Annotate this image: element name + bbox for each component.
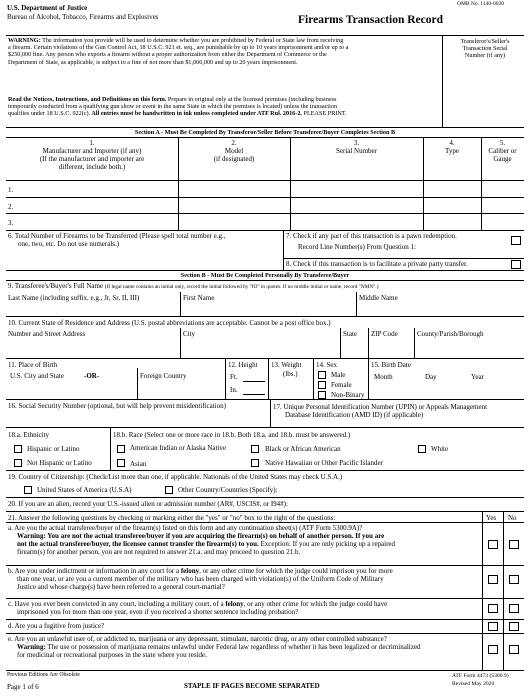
q21e-warning: for medicinal or recreational purposes in the state where you reside. <box>17 651 207 659</box>
race-aian-checkbox[interactable] <box>117 445 125 453</box>
q21e-no-checkbox[interactable] <box>509 645 519 654</box>
col-number: 1. <box>89 139 95 147</box>
q21a-text: a. Are you the actual transferee/buyer of the firearm(s) listed on this form and any continuation sheet(s) (ATF Form 5300.9A)? <box>8 524 363 532</box>
serial-box-label: Transferor's/Seller's <box>460 38 510 45</box>
section-a-top-rule <box>6 127 524 128</box>
col-label: Caliber or <box>488 147 517 155</box>
race-nhpi-checkbox[interactable] <box>251 459 259 467</box>
county-field[interactable]: County/Parish/Borough <box>417 330 484 338</box>
q21e-yes-checkbox[interactable] <box>488 645 498 654</box>
rule <box>6 280 524 281</box>
q6-divider <box>283 230 284 270</box>
rule <box>6 316 524 317</box>
firearm-row-2[interactable]: 2. <box>8 203 14 211</box>
col-label: (if designated) <box>213 155 255 163</box>
warning-line: a firearm. Certain violations of the Gun Control Act, 18 U.S.C. 921 et. seq., are punishable by up to 10 years imprisonment and/or up to a <box>8 44 349 52</box>
last-name-field[interactable]: Last Name (including suffix, e.g., Jr, Sr, II, III) <box>8 294 140 302</box>
q21b-text: Justice and whose charge(s) have been referred to a general court-martial? <box>17 583 225 591</box>
rule <box>6 399 524 400</box>
state-field[interactable]: State <box>343 330 357 338</box>
q17-label: Database Identification (AMD ID) (if applicable) <box>285 411 424 419</box>
warning-line: The information you provide will be used to determine whether you are prohibited by Federal or State law from receiving <box>42 37 344 44</box>
q21a-no-checkbox[interactable] <box>509 540 519 549</box>
q21d-fugitive: d. Are you a fugitive from justice? <box>8 622 105 630</box>
read-notice: Read the Notices, Instructions, and Definitions on this form. <box>8 96 167 103</box>
q9-label: 9. Transferee's/Buyer's Full Name <box>8 282 104 290</box>
bottom-rule <box>6 670 524 671</box>
sex-nonbinary-checkbox[interactable] <box>318 391 326 399</box>
sex-female-label: Female <box>331 381 352 389</box>
serial-box-label: Transaction Serial <box>462 45 508 53</box>
q21a-exception: Exception: If you are only picking up a repaired <box>258 540 396 548</box>
q21b-text: , or any other crime for which the judge could imprison you for more <box>199 567 393 575</box>
col-label: Serial Number <box>335 147 377 155</box>
divider <box>414 328 415 358</box>
section-a-title: Section A - Must Be Completed By Transferor/Seller Before Transferee/Buyer Completes Section B <box>134 129 396 136</box>
q21e-controlled-substance <box>8 635 480 659</box>
col-type-header <box>423 139 481 155</box>
serial-number-box[interactable] <box>444 38 526 60</box>
q7-label: 7. Check if any part of this transaction is a pawn redemption. <box>286 232 457 240</box>
sex-nonbinary-label: Non-Binary <box>331 391 365 399</box>
q13-weight[interactable]: 13. Weight <box>271 361 302 369</box>
us-city-state-field[interactable]: U.S. City and State <box>10 372 64 380</box>
serial-box-divider <box>442 35 443 127</box>
col-manufacturer-header <box>6 139 178 171</box>
q20-alien-number-field[interactable]: 20. If you are an alien, record your U.S.-issued alien or admission number (AR#, USCIS#, or I94#): <box>8 500 288 508</box>
revision-date: Revised May 2020 <box>452 681 495 687</box>
divider <box>268 358 269 399</box>
divider <box>180 292 181 316</box>
usa-checkbox[interactable] <box>24 486 32 494</box>
col-serial-header <box>290 139 423 155</box>
col-label: Type <box>445 147 459 155</box>
q21d-no-checkbox[interactable] <box>509 622 519 631</box>
instruction-line: temporarily conducted from a qualifying gun show or event in the same State in which the premises is located) unless the transaction <box>8 103 338 111</box>
felony-term: felony <box>225 600 244 608</box>
height-in-field[interactable] <box>243 394 265 395</box>
rule <box>6 598 524 599</box>
race-asian-label: Asian <box>130 460 147 468</box>
q21c-text: imprisoned you for more than one year, even if you received a shorter sentence including probation? <box>17 608 299 616</box>
q21c-text: c. Have you ever been convicted in any court, including a military court, of a <box>8 600 226 608</box>
other-country-label: Other Country/Countries (Specify): <box>178 486 278 494</box>
q12-height: 12. Height <box>228 361 258 369</box>
yes-col-divider <box>482 511 483 670</box>
q18b-race: 18.b. Race (Select one or more race in 18.b. Both 18.a. and 18.b. must be answered.) <box>113 431 351 439</box>
q9-note: (If legal name contains an initial only, record the initial followed by "IO" in quotes. If no middle initial or name, record "NMN".) <box>104 284 379 290</box>
felony-term: felony <box>180 567 200 575</box>
zip-field[interactable]: ZIP Code <box>371 330 398 338</box>
form-title: Firearms Transaction Record <box>298 14 444 26</box>
handwritten-notice: All entries must be handwritten in ink unless completed under ATF Rul. 2016-2. <box>90 110 302 118</box>
instruction-line: Prepare in original only at the licensed premises (including business <box>166 96 337 103</box>
q21a-text: firearm(s) for another person, you are not required to answer 21.a. and may proceed to question 21.b. <box>17 548 301 556</box>
col-label: Model <box>224 147 244 155</box>
divider <box>225 358 226 399</box>
q21b-text: than one year, or are you a current member of the military who has been charged with violation(s) of the Uniform Code of Military <box>17 575 384 583</box>
q21e-warning: The use or possession of marijuana remains unlawful under Federal law regardless of whether it has been legalized or decriminalized <box>45 643 421 651</box>
col-label: (If the manufacturer and importer are <box>39 155 145 163</box>
q21c-yes-checkbox[interactable] <box>488 604 498 613</box>
section-a-header-rule <box>6 137 524 138</box>
divider <box>356 292 357 316</box>
middle-name-field[interactable]: Middle Name <box>359 294 398 302</box>
q14-sex: 14. Sex <box>316 361 337 369</box>
rule <box>6 511 524 512</box>
previous-editions: Previous Editions Are Obsolete <box>7 672 80 678</box>
q15-birth-date: 15. Birth Date <box>371 361 411 369</box>
q21-instructions: 21. Answer the following questions by checking or marking either the "yes" or "no" box to the right of the questions: <box>8 514 336 522</box>
instructions-text <box>8 96 440 118</box>
serial-box-label: Number (if any) <box>464 52 506 60</box>
instruction-line: qualifies under 18 U.S.C. 922(c). <box>8 110 91 118</box>
q11-place-of-birth: 11. Place of Birth <box>8 361 58 369</box>
sex-male-label: Male <box>331 371 346 379</box>
q21b-indictment <box>8 567 480 591</box>
q21b-no-checkbox[interactable] <box>509 575 519 584</box>
sex-male-checkbox[interactable] <box>318 371 326 379</box>
q9-full-name <box>8 282 379 291</box>
divider <box>110 427 111 470</box>
q7-pawn-redemption <box>286 232 506 251</box>
yes-header: Yes <box>486 514 497 522</box>
usa-label: United States of America (U.S.A) <box>37 486 132 494</box>
omb-number: OMB No. 1140-0020 <box>457 1 505 7</box>
hispanic-label: Hispanic or Latino <box>27 445 80 453</box>
no-header: No <box>508 514 517 522</box>
col-number: 5. <box>499 139 506 147</box>
warning-line: $250,000 fine. Any person who exports a firearm without a proper authorization from either the Department of Commerce or the <box>8 51 327 59</box>
col-caliber-header <box>481 139 524 163</box>
divider <box>313 358 314 399</box>
divider <box>340 328 341 358</box>
row-rule <box>6 180 524 181</box>
col-number: 2. <box>231 139 237 147</box>
rule <box>6 522 524 523</box>
print-notice: PLEASE PRINT. <box>301 110 347 118</box>
height-ft-label: Ft. <box>230 373 238 381</box>
q21a-warning: Warning: You are not the actual transferee/buyer if you are acquiring the firearm(s) on behalf of another person. If you are <box>17 532 385 540</box>
col-number: 3. <box>353 139 360 147</box>
other-country-checkbox[interactable] <box>165 486 173 494</box>
q21c-no-checkbox[interactable] <box>509 604 519 613</box>
no-col-divider <box>503 511 504 670</box>
divider <box>368 358 369 399</box>
q21c-text: , or any other crime for which the judge could have <box>243 600 388 608</box>
q21b-yes-checkbox[interactable] <box>488 575 498 584</box>
q18a-ethnicity: 18.a. Ethnicity <box>8 431 50 439</box>
col-number: 4. <box>449 139 455 147</box>
rule <box>6 358 524 359</box>
race-black-checkbox[interactable] <box>251 445 259 453</box>
department-name: U.S. Department of Justice <box>7 4 88 12</box>
q21a-actual-buyer <box>8 524 480 556</box>
row-rule <box>6 213 524 214</box>
sex-female-checkbox[interactable] <box>318 381 326 389</box>
q8-checkbox[interactable] <box>511 260 521 269</box>
divider <box>137 368 138 399</box>
rule <box>6 497 524 498</box>
q21a-yes-checkbox[interactable] <box>488 540 498 549</box>
top-rule <box>6 35 524 36</box>
section-b-top-rule <box>6 270 524 271</box>
row-rule <box>6 197 524 198</box>
birth-day-field[interactable]: Day <box>425 373 437 381</box>
warning-line: Department of State, as applicable, is subject to a fine of not more than $1,000,000 and up to 20 years imprisonment. <box>8 58 298 66</box>
warning-label: WARNING: <box>8 37 41 44</box>
rule <box>6 565 524 566</box>
firearm-row-3[interactable]: 3. <box>8 219 14 227</box>
staple-notice: STAPLE IF PAGES BECOME SEPARATED <box>184 682 320 690</box>
q21b-text: b. Are you under indictment or information in any court for a <box>8 567 181 575</box>
hispanic-checkbox[interactable] <box>14 445 22 453</box>
city-field[interactable]: City <box>183 330 196 338</box>
page-number: Page 1 of 6 <box>7 683 39 691</box>
rule <box>6 427 524 428</box>
q17-upin-field[interactable] <box>273 403 487 419</box>
weight-unit: (lbs.) <box>283 370 298 378</box>
race-aian-label: American Indian or Alaska Native <box>130 444 227 452</box>
q6-label: one, two, etc. Do not use numerals.) <box>18 240 120 248</box>
firearm-row-1[interactable]: 1. <box>8 186 14 194</box>
q7-rule <box>283 258 524 259</box>
q7-checkbox[interactable] <box>511 236 521 245</box>
col-label: Gauge <box>493 155 512 163</box>
not-hispanic-label: Not Hispanic or Latino <box>27 459 92 467</box>
q21d-yes-checkbox[interactable] <box>488 622 498 631</box>
or-label: -OR- <box>84 372 100 380</box>
height-ft-field[interactable] <box>243 381 265 382</box>
q19-citizenship: 19. Country of Citizenship: (Check/List more than one, if applicable. Nationals of the United States may check U.S.A.) <box>8 473 343 481</box>
race-white-checkbox[interactable] <box>418 445 426 453</box>
bureau-name: Bureau of Alcohol, Tobacco, Firearms and Explosives <box>7 13 159 21</box>
q8-private-party: 8. Check if this transaction is to facilitate a private party transfer. <box>286 260 468 268</box>
col-label: Manufacturer and Importer (if any) <box>42 147 142 155</box>
birth-year-field[interactable]: Year <box>471 373 484 381</box>
rule <box>6 633 524 634</box>
col-label: different, include both.) <box>58 163 126 171</box>
race-white-label: White <box>431 445 449 453</box>
race-black-label: Black or African American <box>265 445 341 453</box>
q21c-convicted <box>8 600 480 616</box>
foreign-country-field[interactable]: Foreign Country <box>140 372 187 380</box>
q6-label: 6. Total Number of Firearms to be Transferred (Please spell total number e.g., <box>8 232 226 240</box>
rule <box>6 470 524 471</box>
birth-month-field[interactable]: Month <box>374 373 393 381</box>
q21e-text: e. Are you an unlawful user of, or addicted to, marijuana or any depressant, stimulant, narcotic drug, or any other controlled substance? <box>8 635 387 643</box>
q21a-warning: not the actual transferee/buyer, the licensee cannot transfer the firearm(s) to you. <box>17 540 259 548</box>
rule <box>6 619 524 620</box>
q17-label: 17. Unique Personal Identification Number (UPIN) or Appeals Management <box>273 403 488 411</box>
q21e-warning-label: Warning: <box>17 643 46 651</box>
row-rule <box>6 230 524 231</box>
height-in-label: In. <box>230 386 238 394</box>
col-model-header <box>178 139 290 163</box>
race-nhpi-label: Native Hawaiian or Other Pacific Islander <box>265 459 383 467</box>
q10-residence: 10. Current State of Residence and Address (U.S. postal abbreviations are acceptable. Cannot be a post office box.) <box>8 319 331 327</box>
q16-ssn-field[interactable]: 16. Social Security Number (optional, but will help prevent misidentification) <box>8 402 226 410</box>
form-number: ATF Form 4473 (5300.9) <box>452 673 509 679</box>
race-asian-checkbox[interactable] <box>117 459 125 467</box>
q7-label: Record Line Number(s) From Question 1: <box>298 243 417 251</box>
first-name-field[interactable]: First Name <box>183 294 215 302</box>
street-address-field[interactable]: Number and Street Address <box>8 330 86 338</box>
not-hispanic-checkbox[interactable] <box>14 459 22 467</box>
warning-text <box>8 37 440 66</box>
divider <box>270 399 271 427</box>
divider <box>180 328 181 358</box>
q6-total-firearms[interactable] <box>8 232 278 248</box>
divider <box>368 328 369 358</box>
section-b-title: Section B - Must Be Completed Personally By Transferee/Buyer <box>180 272 350 279</box>
